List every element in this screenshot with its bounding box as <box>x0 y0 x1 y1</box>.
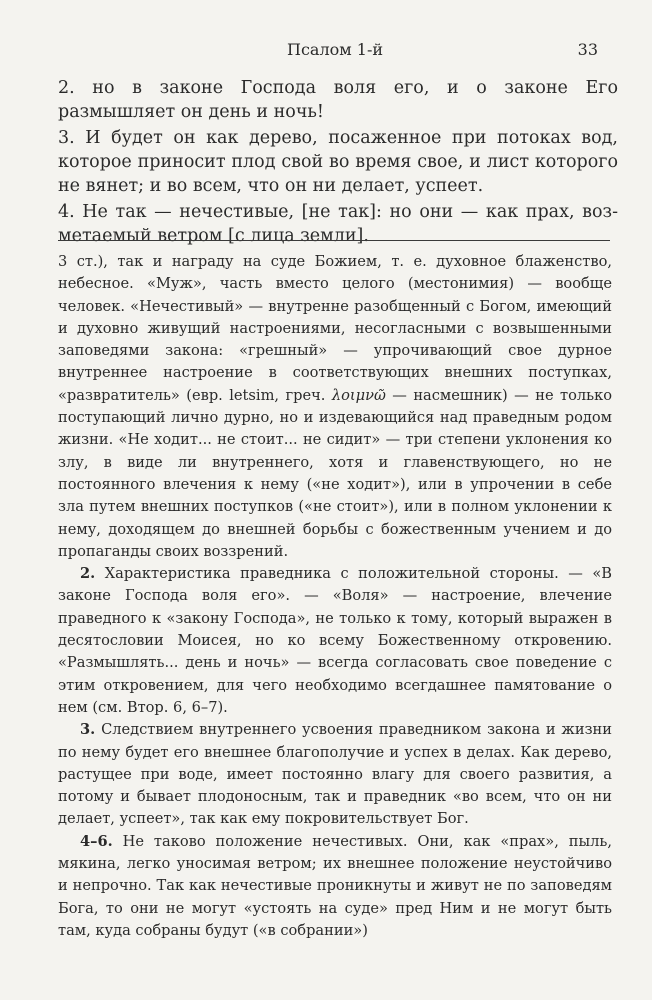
running-header <box>58 40 612 64</box>
verse-3: 3. И будет он как дерево, посаженное при потоках вод, которое приносит плод свой во время свое, и лист которого не вянет; и во всем, что он ни делает, успеет. <box>58 128 618 196</box>
commentary-text: 3 ст.), так и награду на суде Божием, т. е. духовное блаженство, небесное. «Муж», часть вместо целого (местонимия) — вообще человек. «Нечестивый» — внутренне разобщенный с Богом, имеющий и духовно живущий настроениями, несогласными с возвышенными заповедями закона: «грешный» — упрочивающий свое дурное внутреннее настроение в соответствующих внешних поступках, «развратитель» (евр. letsim, греч. <box>58 253 612 404</box>
scripture-verses <box>58 76 618 250</box>
commentary <box>58 251 612 942</box>
commentary-text: Характеристика праведника с положительной стороны. — «В законе Господа воля его». — «Воля» — настроение, влечение праведного к «закону Господа», не только к тому, который выражен в десятословии Моисея, но ко всему Божественному откровению. «Размышлять... день и ночь» — всегда согласовать свое поведение с этим откровением, для чего необходимо всегдашнее памятование о нем (см. Втор. 6, 6–7). <box>58 565 612 716</box>
commentary-paragraph-3 <box>58 719 612 830</box>
commentary-text: Следствием внутреннего усвоения праведником закона и жизни по нему будет его внешнее благополучие и успех в делах. Как дерево, растущее при воде, имеет постоянно влагу для своего развития, а потому и бывает плодоносным, так и праведник «во всем, что он ни делает, успеет», так как ему покровительствует Бог. <box>58 721 612 828</box>
verse-ref: 3. <box>80 721 96 739</box>
verse-2: 2. но в законе Господа воля его, и о законе Его размышляет он день и ночь! <box>58 78 618 122</box>
separator-rule <box>58 240 610 241</box>
commentary-paragraph-2 <box>58 563 612 719</box>
greek-word: λοιμνῶ <box>331 386 386 404</box>
verse-ref: 4–6. <box>80 832 113 850</box>
commentary-text: — насмешник) — не только поступающий лично дурно, но и издевающийся над праведным родом жизни. «Не ходит... не стоит... не сидит» — три степени уклонения ко злу, в виде ли внутреннего, хотя и главенствующего, но не постоянного влечения к нему («не ходит»), или в упрочении в себе зла путем внешних поступков («не стоит»), или в полном уклонении к нему, доходящем до внешней борьбы с божественным учением и до пропаганды своих воззрений. <box>58 386 612 560</box>
commentary-paragraph-1 <box>58 251 612 563</box>
page-number: 33 <box>577 40 598 59</box>
verse-4: 4. Не так — нечестивые, [не так]: но они — как прах, возметаемый ветром [с лица земли]. <box>58 202 618 246</box>
commentary-text: Не таково положение нечестивых. Они, как «прах», пыль, мякина, легко уносимая ветром; их внешнее положение неустойчиво и непрочно. Так как нечестивые проникнуты и живут не по заповедям Бога, то они не могут «устоять на суде» пред Ним и не могут быть там, куда собраны будут («в собрании») <box>58 832 612 939</box>
verse-ref: 2. <box>80 565 96 583</box>
running-title: Псалом 1-й <box>286 40 384 59</box>
commentary-paragraph-4 <box>58 831 612 942</box>
